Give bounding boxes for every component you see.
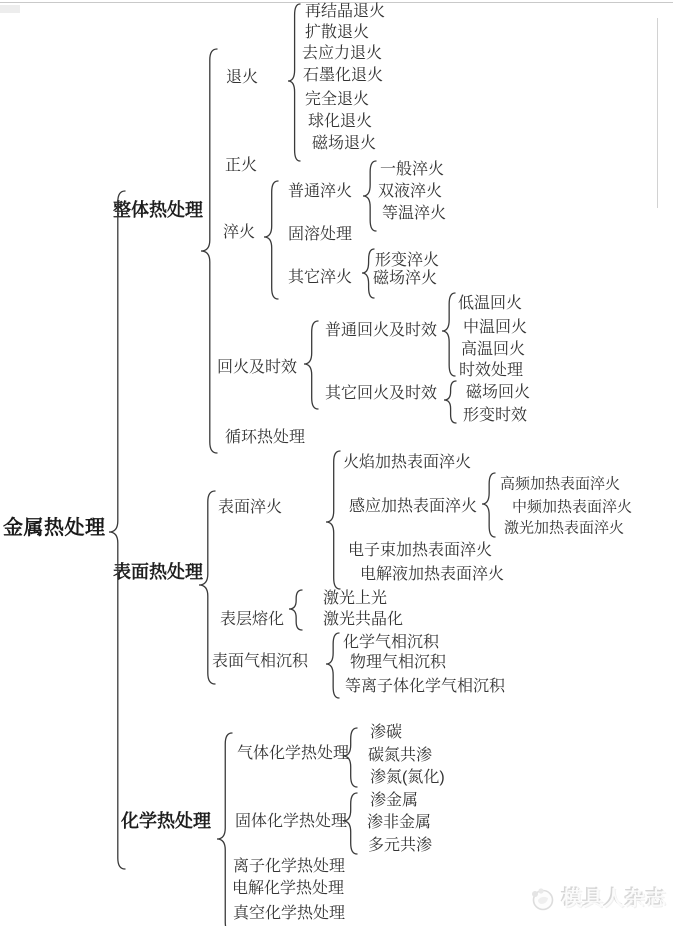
node-medium-frequency-heating-surface-quenching: 中频加热表面淬火 <box>512 498 633 516</box>
node-other-quenching: 其它淬火 <box>288 269 353 286</box>
node-deformation-quenching: 形变淬火 <box>375 252 440 269</box>
brace-chemical-children <box>216 732 233 926</box>
node-flame-heating-surface-quenching: 火焰加热表面淬火 <box>343 454 472 471</box>
node-isothermal-quenching: 等温淬火 <box>382 205 447 222</box>
node-laser-heating-surface-quenching: 激光加热表面淬火 <box>504 519 625 537</box>
node-vacuum-chemical-heat-treatment: 真空化学热处理 <box>233 905 346 922</box>
node-electrolyte-heating-surface-quenching: 电解液加热表面淬火 <box>360 566 505 583</box>
right-border-line <box>657 18 658 208</box>
node-gas-chemical-heat-treatment: 气体化学热处理 <box>237 745 350 762</box>
node-magnetic-field-tempering: 磁场回火 <box>466 384 531 401</box>
brace-other-quench-children <box>361 248 375 299</box>
node-aging-treatment: 时效处理 <box>459 362 524 379</box>
node-carbonitriding: 碳氮共渗 <box>368 747 433 764</box>
node-tempering-aging: 回火及时效 <box>217 359 298 376</box>
node-diffusion-annealing: 扩散退火 <box>305 24 370 41</box>
brace-melting-children <box>288 589 303 631</box>
brace-bulk-children <box>200 48 218 454</box>
node-surface-quenching: 表面淬火 <box>218 499 283 516</box>
node-magnetic-field-annealing: 磁场退火 <box>312 135 377 152</box>
node-high-frequency-heating-surface-quenching: 高频加热表面淬火 <box>500 475 621 493</box>
node-multi-element-infiltration: 多元共渗 <box>368 837 433 854</box>
scan-artifact <box>0 5 20 13</box>
node-solution-treatment: 固溶处理 <box>288 226 353 243</box>
node-quenching: 淬火 <box>223 224 256 241</box>
node-surface-melting: 表层熔化 <box>220 611 285 628</box>
node-cyclic-heat-treatment: 循环热处理 <box>225 429 306 446</box>
node-low-temp-tempering: 低温回火 <box>458 295 523 312</box>
brace-annealing-children <box>287 3 301 162</box>
branch-bulk-label: 整体热处理 <box>113 200 203 220</box>
watermark <box>529 884 667 914</box>
branch-surface-label: 表面热处理 <box>113 562 203 582</box>
brace-induction-children <box>481 472 496 538</box>
node-physical-vapor-deposition: 物理气相沉积 <box>350 654 447 671</box>
node-spheroidizing-annealing: 球化退火 <box>308 113 373 130</box>
node-recrystallization-annealing: 再结晶退火 <box>305 3 386 20</box>
node-deformation-aging: 形变时效 <box>463 407 528 424</box>
node-metal-infiltration: 渗金属 <box>370 792 419 809</box>
node-graphitization-annealing: 石墨化退火 <box>303 67 384 84</box>
panda-logo-icon <box>529 886 556 913</box>
brace-quenching-children <box>263 180 279 300</box>
node-double-liquid-quenching: 双液淬火 <box>378 183 443 200</box>
brace-gas-chemical-children <box>342 727 358 788</box>
node-normalizing: 正火 <box>225 157 258 174</box>
brace-surface-quench-children <box>325 450 341 590</box>
node-electron-beam-heating-surface-quenching: 电子束加热表面淬火 <box>348 542 493 559</box>
node-annealing: 退火 <box>226 69 259 86</box>
node-non-metal-infiltration: 渗非金属 <box>367 814 432 831</box>
node-surface-vapor-deposition: 表面气相沉积 <box>212 653 309 670</box>
node-other-tempering-aging: 其它回火及时效 <box>325 385 438 402</box>
brace-ordinary-temper-children <box>441 292 456 377</box>
node-chemical-vapor-deposition: 化学气相沉积 <box>343 634 440 651</box>
node-full-annealing: 完全退火 <box>305 91 370 108</box>
node-laser-glazing: 激光上光 <box>323 590 388 607</box>
node-plasma-chemical-vapor-deposition: 等离子体化学气相沉积 <box>345 678 506 695</box>
node-electrolytic-chemical-heat-treatment: 电解化学热处理 <box>232 880 345 897</box>
brace-vapor-children <box>325 632 340 699</box>
brace-tempering-children <box>303 320 319 410</box>
node-magnetic-field-quenching: 磁场淬火 <box>373 270 438 287</box>
watermark-label: 模具人杂志 <box>562 888 667 910</box>
brace-surface-children <box>198 490 216 685</box>
node-carburizing: 渗碳 <box>370 724 403 741</box>
brace-ordinary-quench-children <box>362 160 377 232</box>
brace-other-temper-children <box>443 380 457 424</box>
node-medium-temp-tempering: 中温回火 <box>463 319 528 336</box>
brace-solid-chemical-children <box>342 792 358 855</box>
node-stress-relief-annealing: 去应力退火 <box>302 45 383 62</box>
node-high-temp-tempering: 高温回火 <box>461 341 526 358</box>
node-laser-eutectic: 激光共晶化 <box>323 611 404 628</box>
node-ordinary-tempering-aging: 普通回火及时效 <box>325 322 438 339</box>
branch-chemical-label: 化学热处理 <box>121 811 211 831</box>
node-general-quenching: 一般淬火 <box>380 161 445 178</box>
brace-root <box>108 190 126 870</box>
node-induction-heating-surface-quenching: 感应加热表面淬火 <box>349 498 478 515</box>
node-ordinary-quenching: 普通淬火 <box>288 183 353 200</box>
node-solid-chemical-heat-treatment: 固体化学热处理 <box>235 813 348 830</box>
node-nitriding: 渗氮(氮化) <box>370 769 445 786</box>
node-ion-chemical-heat-treatment: 离子化学热处理 <box>233 858 346 875</box>
root-label: 金属热处理 <box>3 517 106 539</box>
